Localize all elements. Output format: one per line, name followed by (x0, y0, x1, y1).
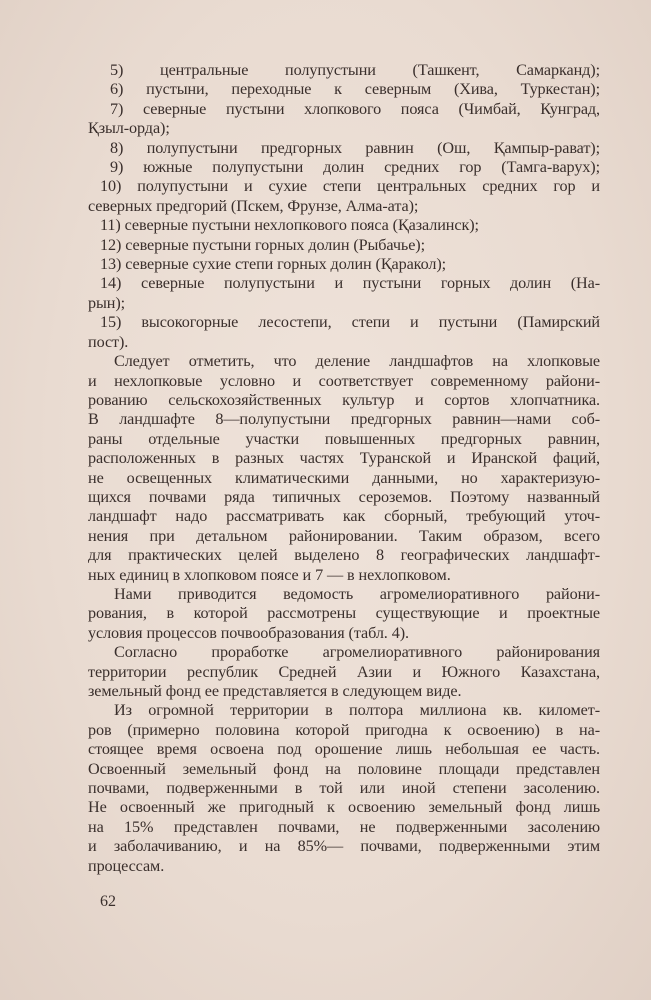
paragraph-1-line: не освещенных климатическими данными, но характеризую- (88, 468, 600, 487)
list-item-8: 8) полупустыни предгорных равнин (Ош, Қампыр-рават); (110, 138, 600, 157)
paragraph-2-line: рования, в которой рассмотрены существующие и проектные (88, 604, 600, 623)
paragraph-2-line: Нами приводится ведомость агромелиоративного райони- (114, 584, 600, 603)
paragraph-4-line: ров (примерно половина которой пригодна к освоению) в на- (88, 720, 600, 739)
paragraph-4-line: Освоенный земельный фонд на половине площади представлен (88, 759, 600, 778)
list-item-14: 14) северные полупустыни и пустыни горных долин (На- (100, 274, 600, 293)
list-item-15: 15) высокогорные лесостепи, степи и пустыни (Памирский (100, 313, 600, 332)
paragraph-4-line: стоящее время освоена под орошение лишь небольшая ее часть. (88, 740, 600, 759)
paragraph-4-line: процессам. (88, 856, 165, 875)
paragraph-2-line: условия процессов почвообразования (табл. 4). (88, 623, 409, 642)
paragraph-1-line: щихся почвами ряда типичных сероземов. Поэтому названный (88, 487, 600, 506)
paragraph-1-line: рованию сельскохозяйственных культур и сортов хлопчатника. (88, 390, 600, 409)
paragraph-1-line: расположенных в разных частях Туранской и Иранской фаций, (88, 449, 600, 468)
paragraph-1-line: для практических целей выделено 8 географических ландшафт- (88, 546, 600, 565)
paragraph-1-line: ных единиц в хлопковом поясе и 7 — в нехлопковом. (88, 565, 451, 584)
paragraph-4-line: Из огромной территории в полтора миллиона кв. километ- (114, 701, 600, 720)
paragraph-4-line: и заболачиванию, и на 85%— почвами, подверженными этим (88, 837, 600, 856)
paragraph-4-line: Не освоенный же пригодный к освоению земельный фонд лишь (88, 798, 600, 817)
list-item-14-cont: рын); (88, 293, 126, 312)
list-item-13: 13) северные сухие степи горных долин (Қаракол); (100, 255, 447, 274)
list-item-10-cont: северных предгорий (Пскем, Фрунзе, Алма-ата); (88, 196, 419, 215)
list-item-10: 10) полупустыни и сухие степи центральных средних гор и (100, 177, 600, 196)
list-item-7-cont: Қзыл-орда); (88, 119, 170, 138)
paragraph-1-line: раны отдельные участки повышенных предгорных равнин, (88, 429, 600, 448)
paragraph-3-line: земельный фонд ее представляется в следующем виде. (88, 682, 462, 700)
paragraph-1-line: Следует отметить, что деление ландшафтов на хлопковые (114, 352, 600, 371)
paragraph-4-line: на 15% представлен почвами, не подверженными засолению (88, 817, 600, 836)
paragraph-1-line: ландшафт надо рассматривать как сборный, требующий уточ- (88, 507, 600, 526)
paragraph-3-line: Согласно проработке агромелиоративного районирования (114, 643, 600, 662)
paragraph-1-line: В ландшафте 8—полупустыни предгорных равнин—нами соб- (88, 410, 600, 429)
body-text (88, 61, 600, 876)
page-number: 62 (100, 893, 116, 910)
list-item-15-cont: пост). (88, 332, 129, 351)
paragraph-3-line: территории республик Средней Азии и Южного Казахстана, (88, 662, 600, 681)
paragraph-1-line: и нехлопковые условно и соответствует современному райони- (88, 371, 600, 390)
list-item-5: 5) центральные полупустыни (Ташкент, Самарканд); (110, 61, 600, 79)
list-item-12: 12) северные пустыни горных долин (Рыбачье); (100, 235, 425, 254)
list-item-9: 9) южные полупустыни долин средних гор (Тамга-варух); (110, 158, 600, 177)
list-item-11: 11) северные пустыни нехлопкового пояса (Қазалинск); (100, 216, 479, 235)
paragraph-4-line: почвами, подверженными в той или иной степени засолению. (88, 779, 600, 798)
paragraph-1-line: нения при детальном районировании. Таким образом, всего (88, 526, 600, 545)
list-item-6: 6) пустыни, переходные к северным (Хива, Туркестан); (110, 80, 600, 99)
list-item-7: 7) северные пустыни хлопкового пояса (Чимбай, Кунград, (110, 99, 600, 118)
